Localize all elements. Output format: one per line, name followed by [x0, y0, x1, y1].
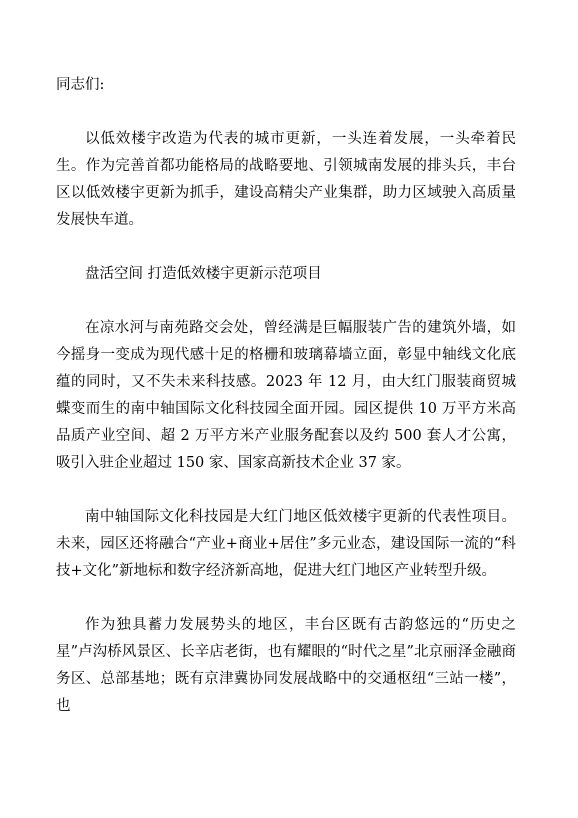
paragraph-fengtai-advantages: 作为独具蓄力发展势头的地区，丰台区既有古韵悠远的“历史之星”卢沟桥风景区、长辛店老街，也有耀眼的“时代之星”北京丽泽金融商务区、总部基地；既有京津冀协同发展战略中的交通枢纽“三站一楼”，也	[56, 617, 516, 714]
document-page	[56, 72, 516, 747]
salutation: 同志们:	[56, 77, 105, 93]
paragraph-park-renovation: 在凉水河与南苑路交会处，曾经满是巨幅服装广告的建筑外墙，如今摇身一变成为现代感十足的格栅和玻璃幕墙立面，彰显中轴线文化底蕴的同时，又不失未来科技感。2023 年 12 月，由大红门服装商贸城蝶变而生的南中轴国际文化科技园全面开园。园区提供 10 万平方米高品质产业空间、超 2 万平方米产业服务配套以及约 500 套人才公寓，吸引入驻企业超过 150 家、国家高新技术企业 37 家。	[56, 320, 516, 471]
paragraph-park-future: 南中轴国际文化科技园是大红门地区低效楼宇更新的代表性项目。未来，园区还将融合“产业+商业+居住”多元业态，建设国际一流的“科技+文化”新地标和数字经济新高地，促进大红门地区产业转型升级。	[56, 509, 516, 579]
paragraph-intro: 以低效楼宇改造为代表的城市更新，一头连着发展，一头牵着民生。作为完善首都功能格局的战略要地、引领城南发展的排头兵，丰台区以低效楼宇更新为抓手，建设高精尖产业集群，助力区域驶入高质量发展快车道。	[56, 131, 516, 228]
section-heading: 盘活空间 打造低效楼宇更新示范项目	[85, 266, 322, 282]
